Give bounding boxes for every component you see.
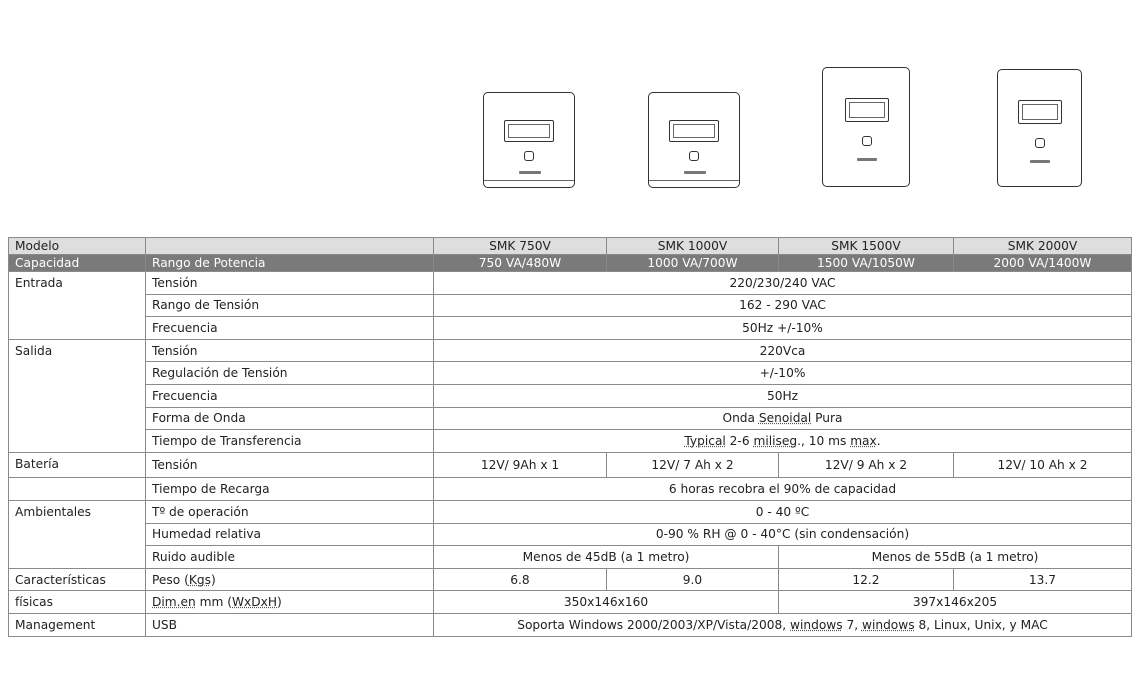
brand-logo bbox=[857, 158, 877, 161]
brand-logo bbox=[519, 171, 541, 174]
empty-cell bbox=[9, 478, 146, 501]
spec-value: 13.7 bbox=[954, 568, 1132, 591]
spec-value: 0 - 40 ºC bbox=[434, 500, 1132, 523]
bateria-label: Batería bbox=[9, 452, 146, 478]
table-row bbox=[9, 339, 1132, 362]
spec-value: 12V/ 9Ah x 1 bbox=[434, 452, 607, 478]
spec-label: Tensión bbox=[146, 272, 434, 295]
spec-label: Peso (Kgs) bbox=[146, 568, 434, 591]
spec-label: Humedad relativa bbox=[146, 523, 434, 546]
capacity-value: 750 VA/480W bbox=[434, 255, 607, 272]
spec-value: 397x146x205 bbox=[779, 591, 1132, 614]
spec-value: Menos de 45dB (a 1 metro) bbox=[434, 546, 779, 569]
entrada-label: Entrada bbox=[9, 272, 146, 340]
spec-value: Menos de 55dB (a 1 metro) bbox=[779, 546, 1132, 569]
spec-value: 6 horas recobra el 90% de capacidad bbox=[434, 478, 1132, 501]
spec-label: Tiempo de Transferencia bbox=[146, 430, 434, 453]
product-images bbox=[0, 0, 1140, 236]
product-image-smk-1500v bbox=[822, 67, 910, 187]
spec-value: Typical 2-6 miliseg., 10 ms max. bbox=[434, 430, 1132, 453]
model-1500v: SMK 1500V bbox=[779, 238, 954, 255]
brand-logo bbox=[1030, 160, 1050, 163]
spec-label: Regulación de Tensión bbox=[146, 362, 434, 385]
table-row bbox=[9, 523, 1132, 546]
spec-value: 12V/ 9 Ah x 2 bbox=[779, 452, 954, 478]
fisicas-label: físicas bbox=[9, 591, 146, 614]
model-1000v: SMK 1000V bbox=[607, 238, 779, 255]
spec-value: 12.2 bbox=[779, 568, 954, 591]
capacidad-label: Capacidad bbox=[9, 255, 146, 272]
table-row bbox=[9, 478, 1132, 501]
caracteristicas-label: Características bbox=[9, 568, 146, 591]
table-row bbox=[9, 568, 1132, 591]
product-image-smk-1000v bbox=[648, 92, 740, 188]
brand-logo bbox=[684, 171, 706, 174]
spec-label: Forma de Onda bbox=[146, 407, 434, 430]
model-2000v: SMK 2000V bbox=[954, 238, 1132, 255]
table-row bbox=[9, 613, 1132, 636]
spec-label: Tº de operación bbox=[146, 500, 434, 523]
spec-value: Soporta Windows 2000/2003/XP/Vista/2008, windows 7, windows 8, Linux, Unix, y MAC bbox=[434, 613, 1132, 636]
spec-label: Tiempo de Recarga bbox=[146, 478, 434, 501]
capacity-value: 1000 VA/700W bbox=[607, 255, 779, 272]
spec-value: 12V/ 10 Ah x 2 bbox=[954, 452, 1132, 478]
spec-value: 162 - 290 VAC bbox=[434, 294, 1132, 317]
ambientales-label: Ambientales bbox=[9, 500, 146, 568]
spec-value: 0-90 % RH @ 0 - 40°C (sin condensación) bbox=[434, 523, 1132, 546]
spec-table bbox=[8, 237, 1132, 637]
spec-value: 50Hz bbox=[434, 384, 1132, 407]
rango-potencia-label: Rango de Potencia bbox=[146, 255, 434, 272]
management-label: Management bbox=[9, 613, 146, 636]
table-row bbox=[9, 452, 1132, 478]
spec-label: Dim.en mm (WxDxH) bbox=[146, 591, 434, 614]
spec-label: Ruido audible bbox=[146, 546, 434, 569]
header-empty bbox=[146, 238, 434, 255]
spec-value: 220Vca bbox=[434, 339, 1132, 362]
spec-label: Frecuencia bbox=[146, 384, 434, 407]
capacity-value: 1500 VA/1050W bbox=[779, 255, 954, 272]
table-row bbox=[9, 294, 1132, 317]
table-row bbox=[9, 430, 1132, 453]
model-750v: SMK 750V bbox=[434, 238, 607, 255]
spec-value: 6.8 bbox=[434, 568, 607, 591]
table-row bbox=[9, 384, 1132, 407]
table-row bbox=[9, 272, 1132, 295]
table-row bbox=[9, 362, 1132, 385]
product-image-smk-750v bbox=[483, 92, 575, 188]
spec-value: 12V/ 7 Ah x 2 bbox=[607, 452, 779, 478]
spec-label: USB bbox=[146, 613, 434, 636]
modelo-label: Modelo bbox=[9, 238, 146, 255]
spec-label: Tensión bbox=[146, 339, 434, 362]
capacity-value: 2000 VA/1400W bbox=[954, 255, 1132, 272]
spec-label: Rango de Tensión bbox=[146, 294, 434, 317]
table-row bbox=[9, 591, 1132, 614]
salida-label: Salida bbox=[9, 339, 146, 452]
spec-value: Onda Senoidal Pura bbox=[434, 407, 1132, 430]
table-row bbox=[9, 407, 1132, 430]
spec-value: 350x146x160 bbox=[434, 591, 779, 614]
spec-label: Frecuencia bbox=[146, 317, 434, 340]
spec-label: Tensión bbox=[146, 452, 434, 478]
header-row bbox=[9, 238, 1132, 255]
table-row bbox=[9, 317, 1132, 340]
table-row bbox=[9, 500, 1132, 523]
spec-value: 9.0 bbox=[607, 568, 779, 591]
product-image-smk-2000v bbox=[997, 69, 1082, 187]
spec-value: 50Hz +/-10% bbox=[434, 317, 1132, 340]
spec-value: +/-10% bbox=[434, 362, 1132, 385]
table-row bbox=[9, 546, 1132, 569]
capacidad-row bbox=[9, 255, 1132, 272]
spec-value: 220/230/240 VAC bbox=[434, 272, 1132, 295]
